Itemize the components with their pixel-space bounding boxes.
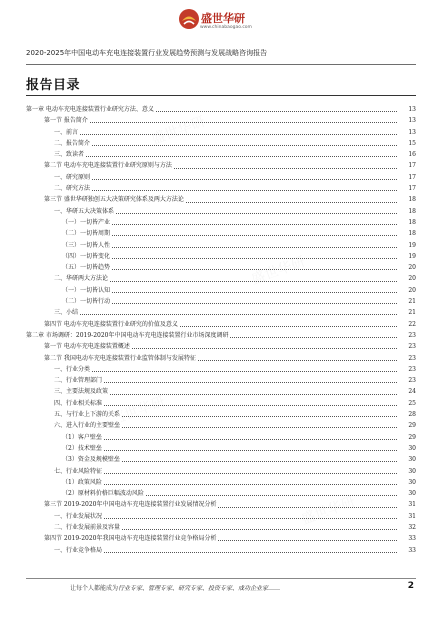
toc-leader-dots — [122, 529, 397, 530]
toc-entry-page: 17 — [408, 185, 416, 193]
toc-entry-page: 23 — [408, 354, 416, 362]
toc-entry-page: 24 — [408, 388, 416, 396]
toc-leader-dots — [174, 168, 397, 169]
toc-entry[interactable] — [0, 533, 440, 544]
toc-entry[interactable] — [0, 240, 440, 251]
toc-entry-page: 18 — [408, 218, 416, 226]
toc-entry-page: 16 — [408, 151, 416, 159]
page-number: 2 — [407, 581, 414, 591]
toc-entry-label: 一、前言 — [54, 127, 79, 138]
toc-leader-dots — [112, 224, 397, 225]
toc-entry[interactable] — [0, 409, 440, 420]
toc-entry[interactable] — [0, 443, 440, 454]
toc-entry-label: 一、行业分类 — [54, 364, 91, 375]
toc-entry-label: 第二章 市场调研：2019-2020年中国电动车充电连接装置行业市场深度调研 — [26, 330, 229, 341]
toc-entry-page: 31 — [408, 501, 416, 509]
toc-leader-dots — [104, 552, 397, 553]
toc-entry-label: 第一节 电动车充电连接装置概述 — [44, 341, 131, 352]
toc-leader-dots — [80, 314, 397, 315]
toc-entry-page: 18 — [408, 196, 416, 204]
toc-entry[interactable] — [0, 319, 440, 330]
toc-leader-dots — [122, 427, 397, 428]
toc-leader-dots — [104, 473, 397, 474]
footer-divider — [26, 578, 416, 579]
toc-entry-page: 23 — [408, 343, 416, 351]
toc-entry-page: 17 — [408, 173, 416, 181]
toc-entry[interactable] — [0, 420, 440, 431]
toc-entry-label: （二）一切皆行动 — [62, 296, 111, 307]
toc-entry[interactable] — [0, 545, 440, 556]
toc-entry[interactable] — [0, 138, 440, 149]
toc-entry-label: 二、华研两大方法论 — [54, 273, 109, 284]
toc-entry-label: 二、行业管理部门 — [54, 375, 103, 386]
toc-leader-dots — [80, 134, 397, 135]
toc-leader-dots — [104, 405, 397, 406]
toc-entry-label: 六、进入行业的主要壁垒 — [54, 420, 121, 431]
toc-entry-page: 33 — [408, 535, 416, 543]
toc-entry-page: 21 — [408, 298, 416, 306]
toc-entry-page: 20 — [408, 264, 416, 272]
toc-entry-label: 三、小结 — [54, 307, 79, 318]
toc-entry[interactable] — [0, 341, 440, 352]
toc-entry-label: 第二节 我国电动车充电连接装置行业监管体制与发展特征 — [44, 353, 197, 364]
toc-entry-label: （二）一切皆周期 — [62, 228, 111, 239]
toc-entry[interactable] — [0, 353, 440, 364]
toc-leader-dots — [218, 540, 397, 541]
toc-entry-page: 32 — [408, 523, 416, 531]
toc-leader-dots — [198, 360, 397, 361]
toc-entry-label: 第三节 盛世华研独创五大决策研究体系及两大方法论 — [44, 194, 185, 205]
toc-leader-dots — [180, 326, 397, 327]
toc-leader-dots — [112, 235, 397, 236]
toc-entry-label: 三、主要法规及政策 — [54, 386, 109, 397]
toc-entry[interactable] — [0, 217, 440, 228]
toc-entry[interactable] — [0, 296, 440, 307]
report-title: 2020-2025年中国电动车充电连接装置行业发展趋势预测与发展战略咨询报告 — [26, 49, 268, 57]
toc-entry[interactable] — [0, 115, 440, 126]
company-logo — [178, 6, 258, 42]
toc-entry[interactable] — [0, 160, 440, 171]
logo-emblem-icon — [178, 8, 200, 30]
toc-entry-page: 31 — [408, 512, 416, 520]
toc-entry-label: 一、行业发展状况 — [54, 511, 103, 522]
toc-entry-label: （3）资金及规模壁垒 — [62, 454, 121, 465]
toc-entry[interactable] — [0, 194, 440, 205]
toc-entry-label: 四、行业相关标准 — [54, 398, 103, 409]
toc-entry-page: 25 — [408, 399, 416, 407]
toc-leader-dots — [122, 416, 397, 417]
toc-entry-label: 五、与行业上下游的关系 — [54, 409, 121, 420]
toc-leader-dots — [90, 122, 397, 123]
toc-entry-label: 七、行业风险特征 — [54, 466, 103, 477]
toc-entry-label: 第四节 电动车充电连接装置行业研究的价值及意义 — [44, 319, 179, 330]
logo-url: www.chinabaogao.com — [200, 25, 252, 30]
table-of-contents — [0, 104, 440, 556]
toc-entry[interactable] — [0, 172, 440, 183]
toc-entry[interactable] — [0, 127, 440, 138]
toc-entry-label: （1）客户壁垒 — [62, 432, 103, 443]
toc-leader-dots — [86, 156, 397, 157]
toc-entry[interactable] — [0, 466, 440, 477]
toc-leader-dots — [112, 247, 397, 248]
toc-entry-page: 22 — [408, 320, 416, 328]
toc-entry-label: （2）技术壁垒 — [62, 443, 103, 454]
footer-slogan — [70, 583, 280, 592]
toc-entry-label: （四）一切皆变化 — [62, 251, 111, 262]
toc-entry-label: 第一节 报告简介 — [44, 115, 89, 126]
toc-leader-dots — [122, 461, 397, 462]
toc-entry-label: 二、报告简介 — [54, 138, 91, 149]
toc-leader-dots — [230, 337, 397, 338]
toc-entry-page: 23 — [408, 377, 416, 385]
toc-entry[interactable] — [0, 488, 440, 499]
toc-entry-label: 第二节 电动车充电连接装置行业研究原则与方法 — [44, 160, 173, 171]
toc-entry-page: 17 — [408, 162, 416, 170]
toc-entry[interactable] — [0, 273, 440, 284]
toc-entry-page: 15 — [408, 139, 416, 147]
toc-entry-label: （2）原材料价格巨幅波动风险 — [62, 488, 145, 499]
toc-heading: 报告目录 — [26, 78, 81, 93]
toc-leader-dots — [112, 258, 397, 259]
toc-leader-dots — [92, 190, 397, 191]
toc-entry-page: 30 — [408, 467, 416, 475]
toc-entry-label: 一、行业竞争格局 — [54, 545, 103, 556]
toc-entry-page: 18 — [408, 207, 416, 215]
toc-leader-dots — [110, 281, 397, 282]
toc-entry-page: 30 — [408, 490, 416, 498]
toc-leader-dots — [132, 348, 397, 349]
toc-entry-label: （三）一切皆人性 — [62, 240, 111, 251]
header-divider — [26, 64, 416, 65]
toc-leader-dots — [92, 179, 397, 180]
toc-entry-label: 二、行业发展前景及容量 — [54, 522, 121, 533]
toc-leader-dots — [112, 269, 397, 270]
toc-entry-page: 23 — [408, 331, 416, 339]
toc-entry-label: （一）一切皆认知 — [62, 285, 111, 296]
toc-entry-page: 20 — [408, 275, 416, 283]
toc-entry-page: 18 — [408, 230, 416, 238]
toc-entry-label: （一）一切皆产业 — [62, 217, 111, 228]
page-header — [0, 0, 440, 72]
toc-entry-label: 二、研究方法 — [54, 183, 91, 194]
toc-leader-dots — [146, 495, 397, 496]
footer-slogan-text: 行业专家、管理专家、研究专家、投资专家、成功企业家…… — [118, 585, 281, 592]
toc-leader-dots — [104, 450, 397, 451]
toc-entry-label: 第一章 电动车充电连接装置行业研究方法、意义 — [26, 104, 155, 115]
toc-entry-page: 13 — [408, 128, 416, 136]
toc-entry[interactable] — [0, 228, 440, 239]
toc-leader-dots — [92, 371, 397, 372]
toc-entry[interactable] — [0, 183, 440, 194]
toc-entry-page: 20 — [408, 286, 416, 294]
toc-entry[interactable] — [0, 364, 440, 375]
logo-text: 盛世华研 — [201, 12, 245, 25]
toc-entry-label: 一、研究原则 — [54, 172, 91, 183]
toc-entry[interactable] — [0, 285, 440, 296]
toc-leader-dots — [92, 145, 397, 146]
toc-entry-page: 30 — [408, 456, 416, 464]
toc-entry[interactable] — [0, 386, 440, 397]
toc-entry[interactable] — [0, 454, 440, 465]
toc-entry-label: 一、华研五大决策体系 — [54, 206, 115, 217]
toc-entry-page: 33 — [408, 546, 416, 554]
toc-entry-label: 第四节 2019-2020年我国电动车充电连接装置行业竞争格局分析 — [44, 533, 217, 544]
toc-heading-divider — [26, 95, 416, 96]
toc-entry[interactable] — [0, 432, 440, 443]
toc-entry-page: 29 — [408, 422, 416, 430]
toc-leader-dots — [104, 439, 397, 440]
toc-leader-dots — [104, 484, 397, 485]
toc-entry[interactable] — [0, 511, 440, 522]
toc-entry-page: 30 — [408, 478, 416, 486]
toc-entry[interactable] — [0, 206, 440, 217]
toc-entry-page: 19 — [408, 241, 416, 249]
toc-entry[interactable] — [0, 149, 440, 160]
toc-leader-dots — [116, 213, 397, 214]
toc-entry[interactable] — [0, 104, 440, 115]
toc-leader-dots — [112, 292, 397, 293]
toc-leader-dots — [104, 382, 397, 383]
toc-entry[interactable] — [0, 398, 440, 409]
footer-prefix: 让每个人都能成为 — [70, 585, 119, 592]
toc-entry[interactable] — [0, 251, 440, 262]
toc-leader-dots — [186, 202, 397, 203]
toc-leader-dots — [104, 518, 397, 519]
toc-leader-dots — [218, 507, 397, 508]
toc-leader-dots — [112, 303, 397, 304]
toc-entry-label: 三、致读者 — [54, 149, 85, 160]
toc-entry-label: （1）政策风险 — [62, 477, 103, 488]
toc-leader-dots — [110, 394, 397, 395]
toc-entry-page: 19 — [408, 252, 416, 260]
toc-entry-label: 第三节 2019-2020年中国电动车充电连接装置行业发展情况分析 — [44, 499, 217, 510]
toc-entry[interactable] — [0, 522, 440, 533]
toc-entry-page: 13 — [408, 106, 416, 113]
toc-entry-page: 21 — [408, 309, 416, 317]
toc-entry-page: 30 — [408, 444, 416, 452]
toc-entry-page: 29 — [408, 433, 416, 441]
toc-entry[interactable] — [0, 477, 440, 488]
toc-entry[interactable] — [0, 375, 440, 386]
toc-entry-label: （五）一切皆趋势 — [62, 262, 111, 273]
toc-entry-page: 23 — [408, 365, 416, 373]
toc-leader-dots — [156, 111, 397, 112]
toc-entry-page: 28 — [408, 411, 416, 419]
toc-entry[interactable] — [0, 262, 440, 273]
toc-entry[interactable] — [0, 330, 440, 341]
toc-entry-page: 13 — [408, 117, 416, 125]
toc-entry[interactable] — [0, 499, 440, 510]
toc-entry[interactable] — [0, 307, 440, 318]
